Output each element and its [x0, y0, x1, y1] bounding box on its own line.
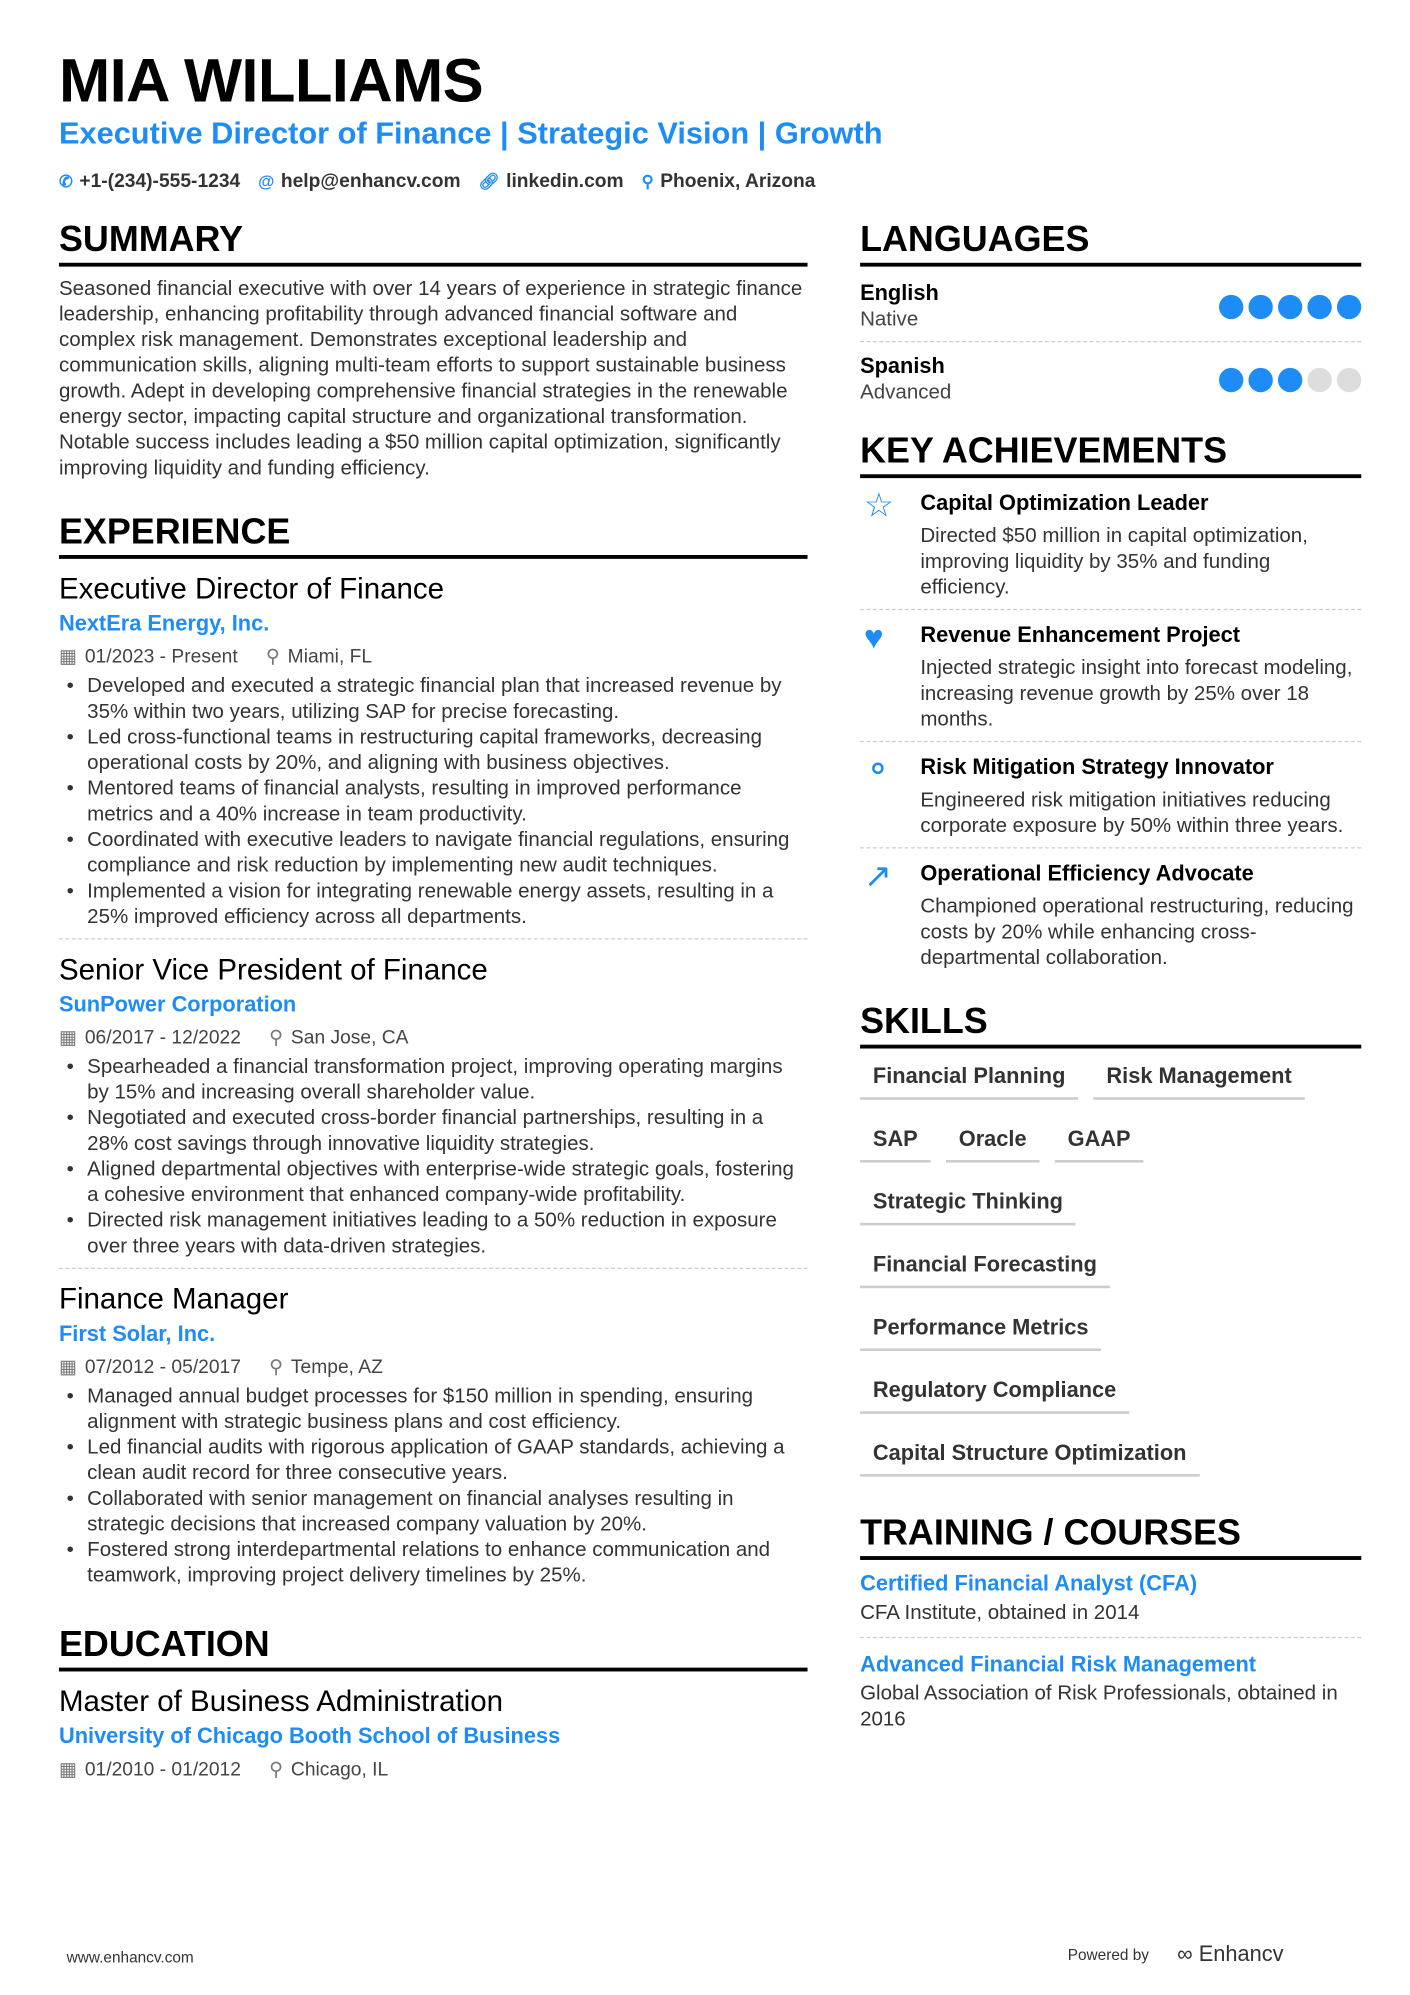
job-role: Senior Vice President of Finance	[58, 952, 488, 986]
achievement-title: Capital Optimization Leader	[920, 490, 1209, 516]
company: SunPower Corporation	[58, 992, 297, 1017]
bullet: • Collaborated with senior management on financial analyses resulting in strategic decisions that increased company valuation by 20%.	[59, 1487, 808, 1538]
bullet: • Managed annual budget processes for $150 million in spending, ensuring alignment with strategic business plans and cost efficiency.	[59, 1384, 808, 1435]
location-icon: ⚲	[269, 1026, 284, 1049]
enhancv-logo: ∞ Enhancv	[1177, 1941, 1284, 1967]
achievement-text: Directed $50 million in capital optimization, improving liquidity by 35% and funding efficiency.	[920, 525, 1308, 599]
rating-dot	[1219, 367, 1243, 391]
location-icon: ⚲	[269, 1356, 284, 1378]
bullet: • Negotiated and executed cross-border financial partnerships, resulting in a 28% cost savings through innovative liquidity strategies.	[59, 1106, 808, 1157]
experience-section	[59, 510, 808, 1597]
job-entry	[59, 1279, 808, 1597]
heart-icon: ♥	[863, 617, 884, 657]
contact-item[interactable]	[479, 170, 624, 192]
achievement-item	[860, 610, 1361, 742]
company: First Solar, Inc.	[58, 1321, 216, 1346]
skill-tag: Oracle	[946, 1116, 1039, 1162]
language-level: Native	[860, 308, 919, 331]
location	[266, 641, 372, 674]
bullet: • Developed and executed a strategic financial plan that increased revenue by 35% within two years, utilizing SAP for precise forecasting.	[59, 674, 808, 725]
bullet: • Coordinated with executive leaders to navigate financial regulations, ensuring compliance and risk reduction by implementing new audit techniques.	[59, 828, 808, 879]
link-icon: 🔗︎	[478, 171, 500, 191]
course-item	[860, 1565, 1361, 1638]
contact-text: help@enhancv.com	[280, 170, 461, 193]
achievement-item	[860, 742, 1361, 848]
section-heading: TRAINING / COURSES	[860, 1511, 1361, 1560]
skill-tag: GAAP	[1055, 1116, 1144, 1162]
achievement-text: Injected strategic insight into forecast modeling, increasing revenue growth by 25% over 18 months.	[920, 657, 1353, 731]
bullet: • Aligned departmental objectives with enterprise-wide strategic goals, fostering a cohesive environment that enhanced company-wide profitability.	[59, 1157, 808, 1208]
job-meta	[59, 641, 808, 674]
bullet-list	[59, 1055, 808, 1260]
language-name: English	[860, 280, 939, 306]
bullet-list	[59, 1384, 808, 1589]
bullet: • Led cross-functional teams in restructuring capital frameworks, decreasing operational costs by 20%, and aligning with business objectives.	[59, 725, 808, 776]
date-text: 06/2017 - 12/2022	[84, 1026, 241, 1049]
calendar-icon: ▦	[58, 1026, 78, 1049]
bullet: • Led financial audits with rigorous application of GAAP standards, achieving a clean audit record for three consecutive years.	[59, 1436, 808, 1487]
summary-section	[59, 218, 808, 482]
section-heading: EDUCATION	[59, 1623, 808, 1672]
achievement-body	[920, 620, 1361, 733]
contact-text: Phoenix, Arizona	[660, 170, 816, 193]
date-range	[59, 641, 238, 674]
language-info	[860, 279, 939, 333]
date-text: 01/2023 - Present	[84, 646, 238, 668]
achievement-text: Engineered risk mitigation initiatives reducing corporate exposure by 50% within three years.	[920, 789, 1344, 838]
language-name: Spanish	[860, 353, 945, 379]
languages-section	[860, 218, 1361, 414]
bullet: • Implemented a vision for integrating renewable energy assets, resulting in a 25% improved efficiency across all departments.	[59, 879, 808, 930]
rating-dot	[1278, 294, 1302, 318]
language-rating	[1219, 367, 1361, 391]
job-entry	[59, 950, 808, 1269]
skill-tag: Risk Management	[1094, 1054, 1305, 1100]
brand-name: Enhancv	[1198, 1941, 1284, 1967]
rating-dot	[1307, 367, 1331, 391]
language-level: Advanced	[860, 381, 952, 404]
bullet: • Directed risk management initiatives leading to a 50% reduction in exposure over three years with data-driven strategies.	[59, 1209, 808, 1260]
training-section	[860, 1511, 1361, 1743]
achievement-title: Operational Efficiency Advocate	[920, 861, 1254, 886]
location-text: San Jose, CA	[290, 1026, 409, 1049]
language-info	[860, 352, 951, 406]
course-title: Certified Financial Analyst (CFA)	[860, 1571, 1198, 1596]
achievement-title: Revenue Enhancement Project	[920, 622, 1241, 648]
summary-text: Seasoned financial executive with over 14 years of experience in strategic finance leadership, enhancing profitability through advanced financial software and complex risk management. Demonstrates exceptional leadership and communication skills, aligning multi-team efforts to support sustainable business growth. Adept in developing comprehensive financial strategies in the renewable energy sector, impacting capital structure and organizational transformation. Notable success includes leading a $50 million capital optimization, significantly improving liquidity and funding efficiency.	[58, 278, 803, 480]
section-heading: EXPERIENCE	[59, 510, 808, 559]
rating-dot	[1248, 294, 1272, 318]
calendar-icon: ▦	[58, 1356, 78, 1378]
contact-bar	[59, 170, 816, 192]
course-text: CFA Institute, obtained in 2014	[860, 1602, 1140, 1625]
skill-tag: Capital Structure Optimization	[860, 1430, 1199, 1476]
rating-dot	[1278, 367, 1302, 391]
rating-dot	[1337, 294, 1361, 318]
school: University of Chicago Booth School of Business	[58, 1724, 561, 1749]
achievement-item	[860, 849, 1361, 980]
right-column	[860, 218, 1361, 1751]
skill-tag: SAP	[860, 1116, 930, 1162]
achievement-body	[920, 752, 1361, 839]
rating-dot	[1337, 367, 1361, 391]
language-item	[860, 350, 1361, 414]
rating-dot	[1248, 367, 1272, 391]
achievement-body	[920, 859, 1361, 972]
contact-text: linkedin.com	[506, 170, 624, 193]
location-text: Miami, FL	[287, 646, 373, 668]
course-text: Global Association of Risk Professionals, obtained in 2016	[860, 1683, 1338, 1731]
bullet: • Spearheaded a financial transformation project, improving operating margins by 15% and increasing overall shareholder value.	[59, 1055, 808, 1106]
powered-by: Powered by	[1067, 1945, 1149, 1964]
language-rating	[1219, 294, 1361, 318]
rating-dot	[1219, 294, 1243, 318]
contact-item[interactable]	[642, 170, 816, 192]
contact-item[interactable]	[258, 170, 460, 192]
location-text: Tempe, AZ	[290, 1356, 383, 1378]
job-meta	[59, 1022, 808, 1055]
contact-item[interactable]	[59, 170, 240, 192]
calendar-icon: ▦	[58, 1758, 78, 1781]
date-range	[59, 1022, 241, 1055]
company: NextEra Energy, Inc.	[58, 611, 270, 636]
achievement-text: Championed operational restructuring, reducing costs by 20% while enhancing cross-departmental collaboration.	[920, 895, 1354, 970]
location-text: Chicago, IL	[290, 1758, 389, 1781]
course-title: Advanced Financial Risk Management	[860, 1652, 1257, 1677]
section-heading: SUMMARY	[59, 218, 808, 267]
calendar-icon: ▦	[58, 646, 78, 668]
location	[269, 1351, 383, 1384]
achievement-item	[860, 478, 1361, 610]
skill-tag: Performance Metrics	[860, 1305, 1101, 1351]
bullet: • Fostered strong interdepartmental relations to enhance communication and teamwork, improving project delivery timelines by 25%.	[59, 1538, 808, 1589]
achievements-section	[860, 429, 1361, 979]
job-role: Executive Director of Finance	[58, 571, 445, 606]
location-icon: ⚲	[265, 646, 280, 668]
job-role: Finance Manager	[58, 1281, 289, 1316]
degree: Master of Business Administration	[58, 1684, 504, 1718]
location	[269, 1022, 408, 1055]
bullet: • Mentored teams of financial analysts, resulting in improved performance metrics and a 40% increase in team productivity.	[59, 777, 808, 828]
education-section	[59, 1623, 808, 1787]
contact-text: +1-(234)-555-1234	[79, 170, 241, 193]
candidate-title: Executive Director of Finance | Strategic Vision | Growth	[58, 116, 883, 152]
education-meta	[59, 1754, 808, 1787]
section-heading: SKILLS	[860, 1000, 1361, 1049]
skill-tag: Financial Forecasting	[860, 1242, 1110, 1288]
at-icon: @	[258, 171, 275, 191]
location-icon: ⚲	[641, 171, 654, 191]
date-text: 07/2012 - 05/2017	[84, 1356, 241, 1378]
phone-icon: ✆	[58, 171, 73, 191]
left-column	[59, 218, 808, 1787]
section-heading: KEY ACHIEVEMENTS	[860, 429, 1361, 478]
course-item	[860, 1646, 1361, 1743]
location	[269, 1754, 388, 1787]
candidate-name: MIA WILLIAMS	[58, 47, 484, 116]
strategy-icon: ↗	[863, 856, 892, 895]
skill-tag: Strategic Thinking	[860, 1179, 1076, 1225]
footer-branding	[1068, 1942, 1284, 1968]
bullet-list	[59, 674, 808, 930]
footer-website[interactable]: www.enhancv.com	[66, 1948, 194, 1967]
date-range	[59, 1351, 241, 1384]
date-range	[59, 1754, 241, 1787]
rating-dot	[1307, 294, 1331, 318]
date-text: 01/2010 - 01/2012	[84, 1758, 241, 1781]
skill-tag: Financial Planning	[860, 1054, 1078, 1100]
achievement-title: Risk Mitigation Strategy Innovator	[920, 754, 1274, 780]
job-meta	[59, 1351, 808, 1384]
star-icon: ☆	[863, 485, 894, 525]
location-icon: ⚲	[269, 1758, 284, 1781]
section-heading: LANGUAGES	[860, 218, 1361, 267]
lightbulb-icon: ⚬	[863, 749, 892, 789]
skill-tag: Regulatory Compliance	[860, 1368, 1129, 1414]
skills-section	[860, 1000, 1361, 1493]
achievement-body	[920, 488, 1361, 601]
language-item	[860, 277, 1361, 342]
job-entry	[59, 569, 808, 939]
